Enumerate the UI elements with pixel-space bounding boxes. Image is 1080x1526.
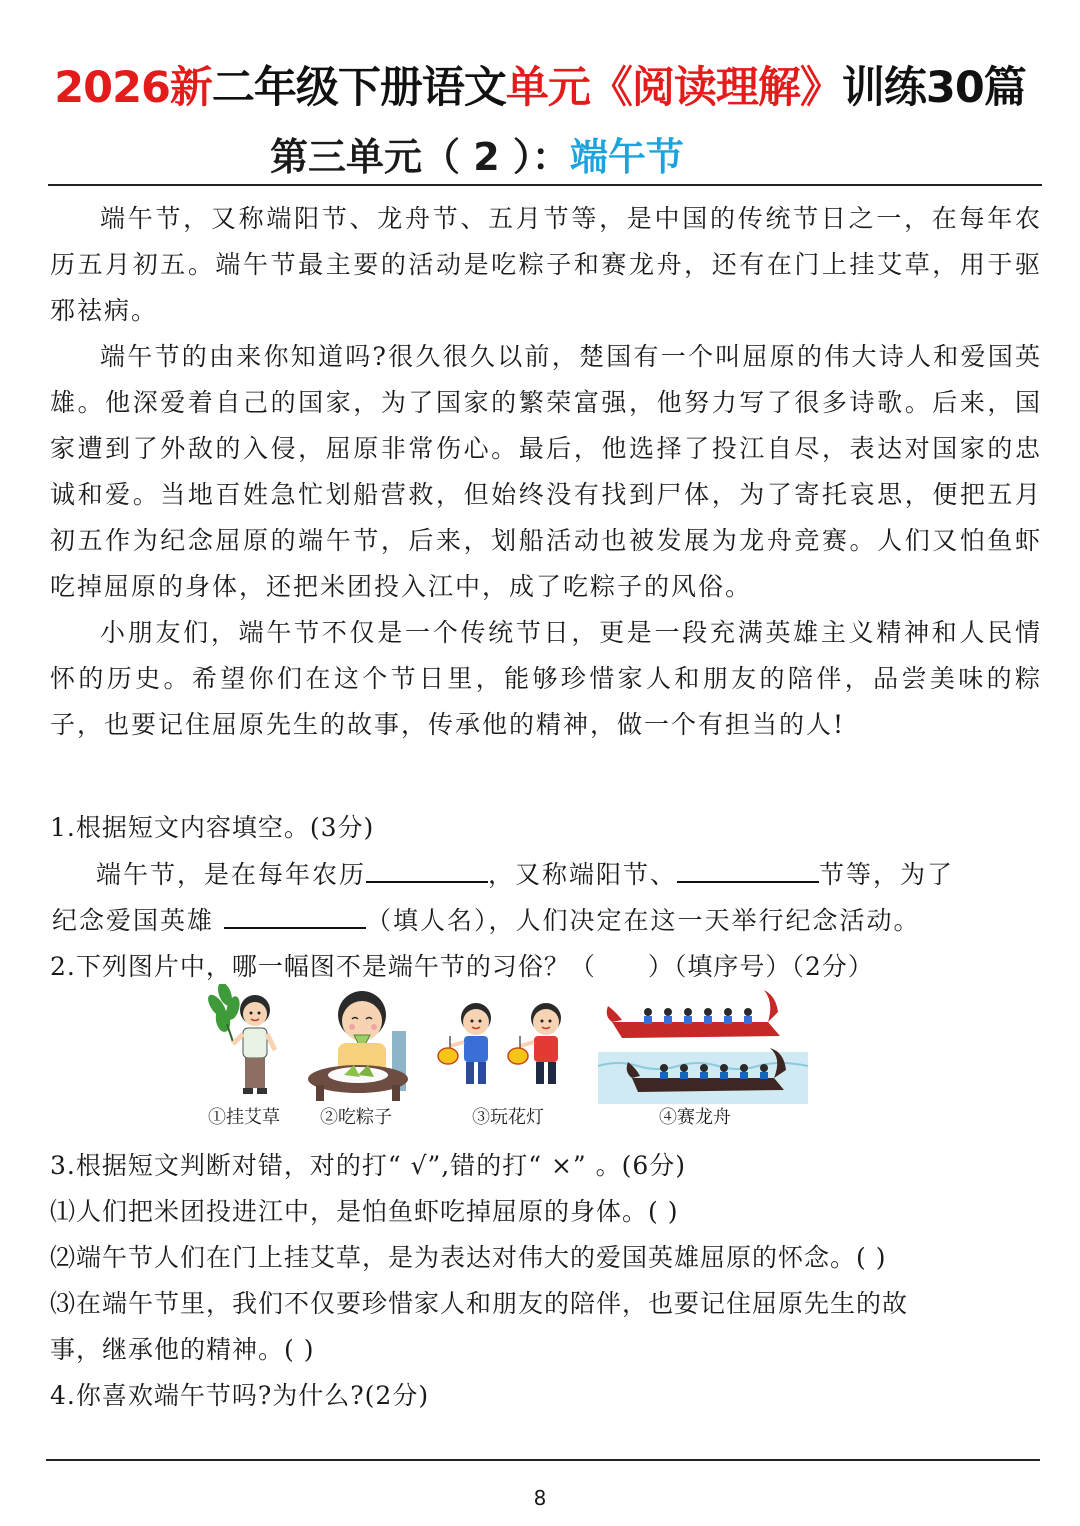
- question-2-prompt: 2.下列图片中，哪一幅图不是端午节的习俗？（ ）（填序号）（2分）: [50, 952, 874, 981]
- zongzi-girl-illustration: [308, 985, 412, 1101]
- question-1-prompt: 1.根据短文内容填空。(3分): [50, 813, 375, 842]
- answer-line[interactable]: [46, 1459, 1040, 1461]
- subtitle-prefix: 第三单元（ 2 ）：: [270, 135, 570, 179]
- q1-text-a: 端午节，是在每年农历: [96, 860, 367, 889]
- q1-text-e: （填人名），人们决定在这一天举行纪念活动。: [365, 906, 921, 935]
- q1-blank-name[interactable]: [677, 855, 819, 883]
- caption-3: ③玩花灯: [472, 1107, 544, 1128]
- lantern-children-illustration: [434, 996, 580, 1094]
- question-1-fill-in: [52, 852, 1042, 944]
- question-3-item-2: ⑵端午节人们在门上挂艾草，是为表达对伟大的爱国英雄屈原的怀念。( ): [50, 1243, 887, 1272]
- title-part-1: 2026新: [54, 63, 212, 113]
- caption-1: ①挂艾草: [208, 1107, 280, 1128]
- reading-passage: [50, 196, 1042, 748]
- mugwort-girl-illustration: [205, 984, 295, 1102]
- question-3-prompt: 3.根据短文判断对错，对的打“ √”,错的打“ ×” 。(6分): [50, 1151, 687, 1180]
- passage-paragraph-2: 端午节的由来你知道吗?很久很久以前，楚国有一个叫屈原的伟大诗人和爱国英雄。他深爱着自己的国家，为了国家的繁荣富强，他努力写了很多诗歌。后来，国家遭到了外敌的入侵，屈原非常伤心。最后，他选择了投江自尽，表达对国家的忠诚和爱。当地百姓急忙划船营救，但始终没有找到尸体，为了寄托哀思，便把五月初五作为纪念屈原的端午节，后来，划船活动也被发展为龙舟竞赛。人们又怕鱼虾吃掉屈原的身体，还把米团投入江中，成了吃粽子的风俗。: [50, 342, 1042, 601]
- passage-paragraph-1: 端午节，又称端阳节、龙舟节、五月节等，是中国的传统节日之一，在每年农历五月初五。端午节最主要的活动是吃粽子和赛龙舟，还有在门上挂艾草，用于驱邪祛病。: [50, 204, 1042, 325]
- passage-paragraph-3: 小朋友们，端午节不仅是一个传统节日，更是一段充满英雄主义精神和人民情怀的历史。希望你们在这个节日里，能够珍惜家人和朋友的陪伴，品尝美味的粽子，也要记住屈原先生的故事，传承他的精神，做一个有担当的人!: [50, 618, 1042, 739]
- title-part-4: 训练30篇: [841, 63, 1026, 113]
- q1-blank-hero[interactable]: [224, 901, 366, 929]
- page-title: [20, 58, 1060, 118]
- q1-text-c: 节等，为了: [819, 860, 955, 889]
- caption-2: ②吃粽子: [320, 1107, 392, 1128]
- question-3-item-3: ⑶在端午节里，我们不仅要珍惜家人和朋友的陪伴，也要记住屈原先生的故: [50, 1289, 909, 1318]
- top-divider: [48, 184, 1042, 186]
- subtitle-topic: 端午节: [569, 135, 684, 179]
- caption-4: ④赛龙舟: [659, 1107, 731, 1128]
- title-part-2: 二年级下册语文: [211, 63, 506, 113]
- title-part-3: 单元《阅读理解》: [505, 63, 842, 113]
- question-3-item-3-cont: 事，继承他的精神。( ): [50, 1335, 315, 1364]
- page-number: 8: [533, 1486, 547, 1510]
- unit-subtitle: [270, 130, 684, 184]
- dragon-boat-illustration: [598, 982, 808, 1104]
- question-4-prompt: 4.你喜欢端午节吗?为什么?(2分): [50, 1381, 430, 1410]
- question-3-item-1: ⑴人们把米团投进江中，是怕鱼虾吃掉屈原的身体。( ): [50, 1197, 679, 1226]
- q1-text-b: ，又称端阳节、: [488, 860, 678, 889]
- q1-blank-date[interactable]: [366, 855, 488, 883]
- q1-text-d: 纪念爱国英雄: [52, 906, 224, 935]
